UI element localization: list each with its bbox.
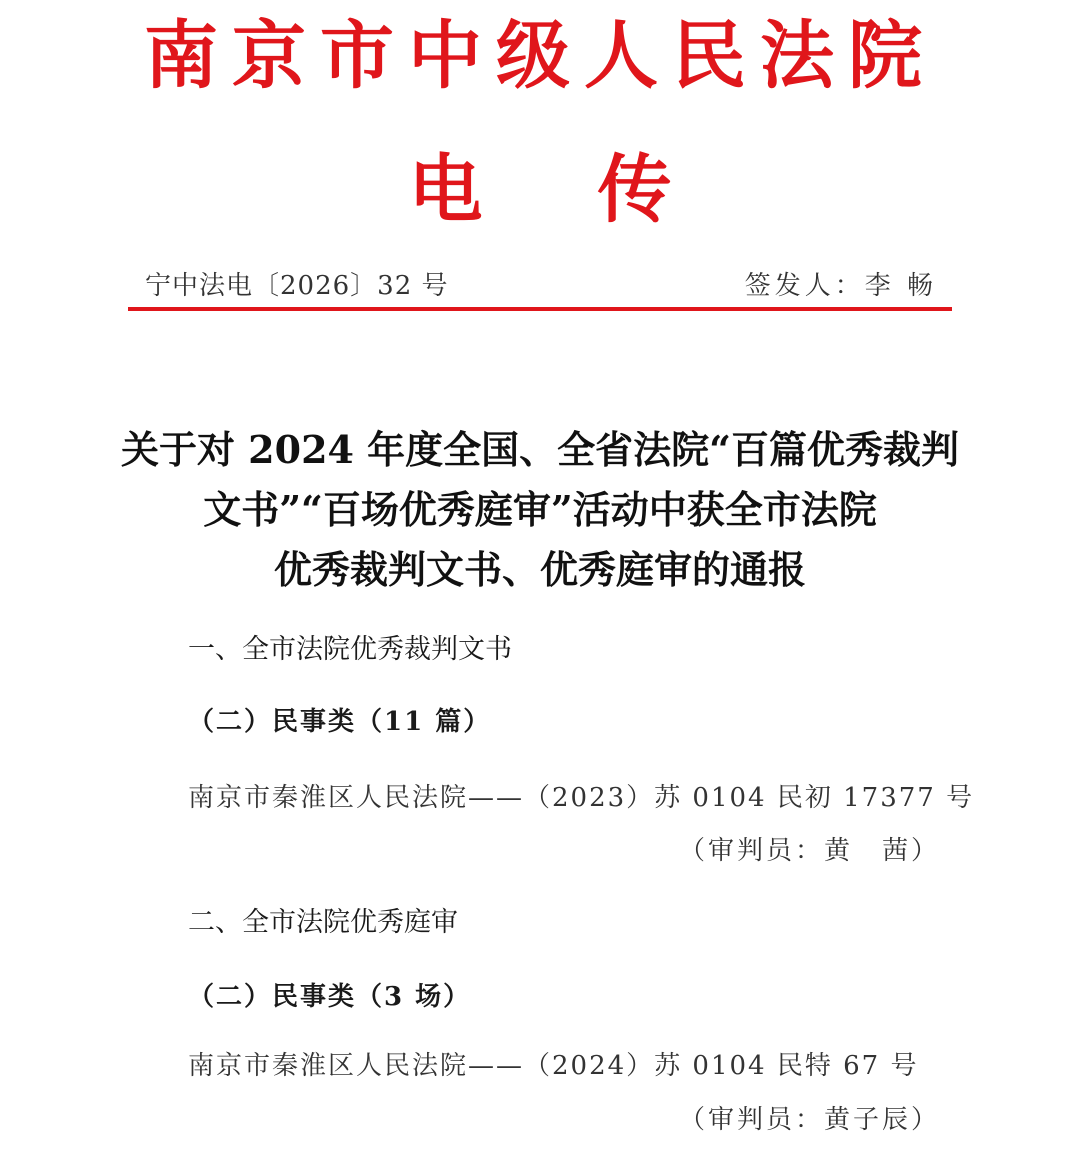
- section-heading-judgments: 一、全市法院优秀裁判文书: [188, 634, 512, 665]
- subsection-heading-civil-judgments: （二）民事类（11 篇）: [188, 707, 492, 737]
- signer: 签发人：李 畅: [744, 271, 937, 301]
- notice-title: [100, 420, 980, 600]
- title-line-2: 文书”“百场优秀庭审”活动中获全市法院: [203, 487, 877, 532]
- document-number: 宁中法电〔2026〕32 号: [145, 271, 449, 301]
- subsection-heading-civil-trials: （二）民事类（3 场）: [188, 982, 472, 1012]
- document-type-title: 电传: [408, 147, 787, 233]
- issuing-court-name: 南京市中级人民法院: [144, 13, 936, 99]
- title-line-3: 优秀裁判文书、优秀庭审的通报: [273, 547, 806, 592]
- judgment-judge: （审判员：黄 茜）: [678, 836, 940, 866]
- trial-entry: 南京市秦淮区人民法院——（2024）苏 0104 民特 67 号: [188, 1051, 919, 1081]
- title-line-1: 关于对 2024 年度全国、全省法院“百篇优秀裁判: [120, 427, 960, 472]
- document-meta-row: [145, 266, 937, 306]
- judgment-entry: 南京市秦淮区人民法院——（2023）苏 0104 民初 17377 号: [188, 783, 975, 813]
- trial-judge: （审判员：黄子辰）: [678, 1105, 940, 1135]
- section-heading-trials: 二、全市法院优秀庭审: [188, 907, 458, 938]
- red-divider-line: [128, 307, 952, 311]
